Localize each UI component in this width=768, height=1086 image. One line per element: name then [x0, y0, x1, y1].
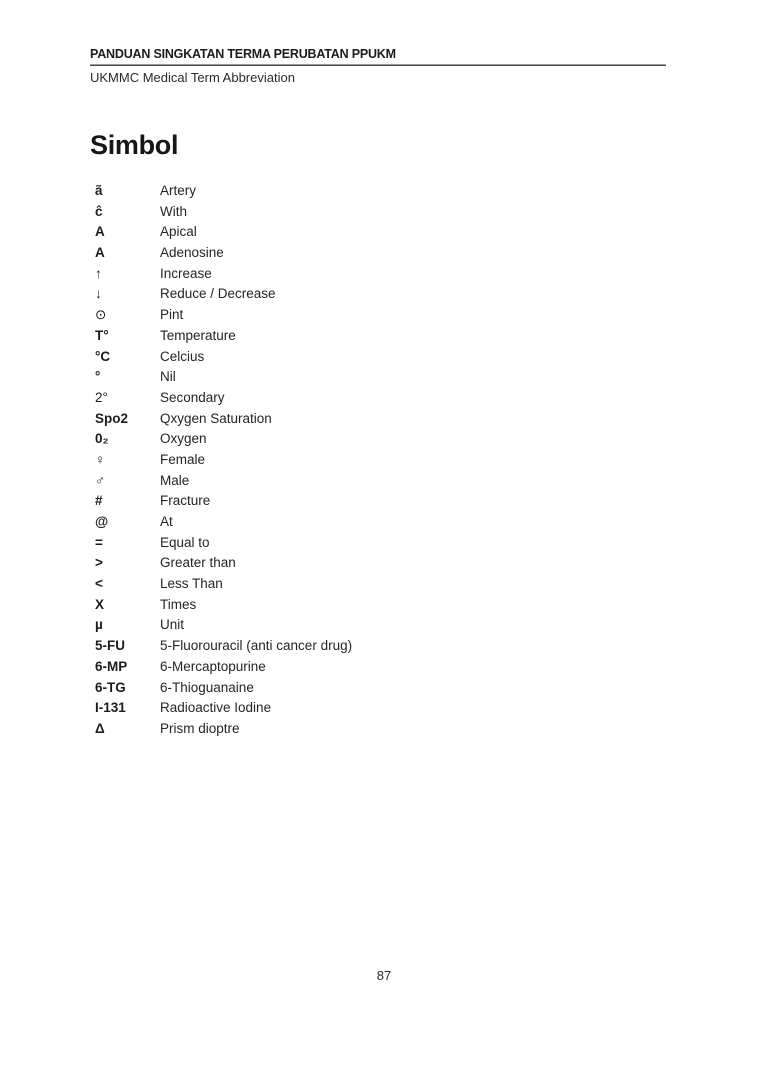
symbol-description: Temperature — [160, 327, 236, 343]
symbol-row — [95, 429, 655, 450]
section-heading: Simbol — [90, 130, 179, 160]
symbol-glyph: T° — [95, 327, 109, 343]
symbol-glyph: @ — [95, 514, 109, 529]
symbol-description: Adenosine — [160, 245, 224, 261]
symbol-description: Nil — [160, 369, 176, 385]
symbol-glyph: > — [95, 555, 103, 571]
document-subtitle: UKMMC Medical Term Abbreviation — [90, 70, 295, 85]
symbol-row — [95, 574, 655, 595]
symbol-description: Fracture — [160, 493, 211, 509]
symbol-glyph: µ — [95, 617, 103, 633]
symbol-glyph: ⊙ — [95, 307, 107, 323]
symbol-glyph: Δ — [95, 720, 105, 736]
symbol-description: 5-Fluorouracil (anti cancer drug) — [160, 638, 353, 654]
symbol-row — [95, 367, 655, 388]
symbol-glyph: 6-TG — [95, 679, 126, 695]
symbol-glyph: < — [95, 576, 103, 592]
symbol-glyph: 0₂ — [95, 431, 109, 447]
symbol-glyph: = — [95, 534, 103, 550]
symbol-row — [95, 533, 655, 554]
symbol-description: Increase — [160, 265, 212, 281]
symbol-row — [95, 264, 655, 285]
symbol-row — [95, 181, 655, 202]
symbol-row — [95, 326, 655, 347]
symbol-glyph: ° — [95, 369, 101, 385]
symbol-row — [95, 657, 655, 678]
symbol-row — [95, 388, 655, 409]
symbol-row — [95, 409, 655, 430]
symbol-glyph: °C — [95, 348, 111, 364]
symbol-table — [95, 181, 655, 740]
symbol-description: Qxygen Saturation — [160, 410, 272, 426]
symbol-glyph: X — [95, 596, 105, 612]
symbol-row — [95, 678, 655, 699]
symbol-description: Male — [160, 472, 190, 488]
symbol-description: Pint — [160, 307, 184, 323]
symbol-row — [95, 202, 655, 223]
document-title: PANDUAN SINGKATAN TERMA PERUBATAN PPUKM — [90, 47, 396, 61]
symbol-description: Artery — [160, 183, 197, 198]
symbol-row — [95, 719, 655, 740]
symbol-glyph: ĉ — [95, 203, 103, 219]
symbol-description: 6-Mercaptopurine — [160, 658, 266, 674]
symbol-description: Apical — [160, 224, 197, 240]
symbol-row — [95, 347, 655, 368]
symbol-description: Equal to — [160, 534, 210, 550]
symbol-row — [95, 615, 655, 636]
symbol-description: Oxygen — [160, 431, 207, 447]
symbol-description: At — [160, 514, 173, 529]
symbol-description: Celcius — [160, 348, 205, 364]
symbol-row — [95, 450, 655, 471]
symbol-description: Prism dioptre — [160, 720, 240, 736]
symbol-glyph: ♂ — [95, 472, 106, 488]
symbol-row — [95, 512, 655, 533]
symbol-glyph: 5-FU — [95, 638, 125, 654]
symbol-glyph: ↓ — [95, 286, 102, 302]
symbol-description: Radioactive Iodine — [160, 700, 272, 716]
symbol-glyph: ♀ — [95, 451, 106, 467]
symbol-description: Greater than — [160, 555, 236, 571]
symbol-row — [95, 698, 655, 719]
symbol-glyph: 6-MP — [95, 658, 128, 674]
symbol-description: Female — [160, 451, 206, 467]
symbol-glyph: # — [95, 493, 103, 509]
symbol-glyph: A — [95, 224, 105, 240]
symbol-glyph: I-131 — [95, 700, 126, 716]
symbol-glyph: Spo2 — [95, 410, 129, 426]
symbol-glyph: ã — [95, 183, 103, 198]
symbol-glyph: A — [95, 245, 105, 261]
header-divider — [90, 64, 666, 66]
symbol-row — [95, 636, 655, 657]
symbol-description: Less Than — [160, 576, 223, 592]
symbol-row — [95, 471, 655, 492]
symbol-glyph: 2° — [95, 389, 108, 405]
page-header — [90, 46, 666, 86]
symbol-description: Times — [160, 596, 197, 612]
symbol-description: Reduce / Decrease — [160, 286, 276, 302]
symbol-row — [95, 284, 655, 305]
symbol-description: With — [160, 203, 187, 219]
symbol-row — [95, 491, 655, 512]
symbol-row — [95, 553, 655, 574]
symbol-row — [95, 222, 655, 243]
symbol-glyph: ↑ — [95, 265, 102, 281]
symbol-description: Secondary — [160, 389, 225, 405]
page-number: 87 — [376, 968, 392, 983]
symbol-description: Unit — [160, 617, 185, 633]
symbol-row — [95, 595, 655, 616]
symbol-row — [95, 243, 655, 264]
symbol-description: 6-Thioguanaine — [160, 679, 254, 695]
symbol-row — [95, 305, 655, 326]
